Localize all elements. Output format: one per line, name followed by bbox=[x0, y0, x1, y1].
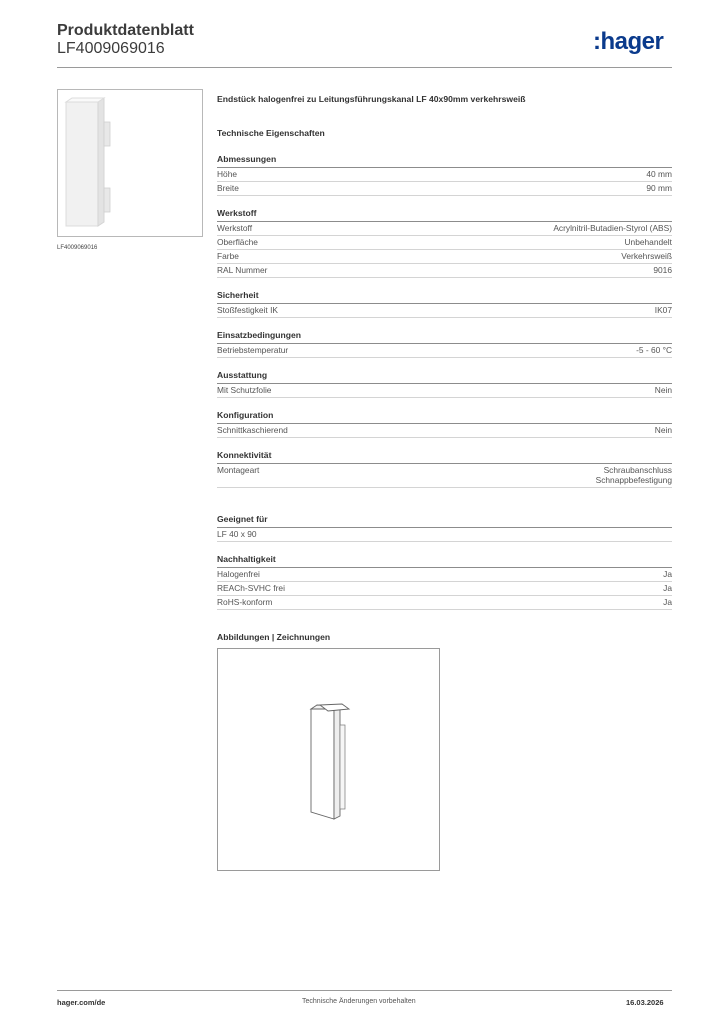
footer-website: hager.com/de bbox=[57, 998, 106, 1007]
spec-label: Werkstoff bbox=[217, 223, 253, 233]
spec-row bbox=[217, 582, 672, 596]
spec-value-line: Nein bbox=[654, 425, 672, 435]
article-number: LF4009069016 bbox=[57, 40, 165, 57]
spec-label: Betriebstemperatur bbox=[217, 345, 289, 355]
spec-value-line: 90 mm bbox=[646, 183, 672, 193]
spec-value-line: Verkehrsweiß bbox=[621, 251, 672, 261]
spec-row bbox=[217, 568, 672, 582]
spec-value-line: 9016 bbox=[653, 265, 672, 275]
section-title: Geeignet für bbox=[217, 514, 672, 528]
spec-row bbox=[217, 344, 672, 358]
spec-section bbox=[217, 370, 672, 398]
section-title: Konfiguration bbox=[217, 410, 672, 424]
spec-value bbox=[655, 425, 672, 435]
spec-sections bbox=[217, 154, 672, 610]
spec-row bbox=[217, 236, 672, 250]
spec-section bbox=[217, 330, 672, 358]
spec-row bbox=[217, 264, 672, 278]
spec-label: Stoßfestigkeit IK bbox=[217, 305, 278, 315]
spec-value bbox=[653, 265, 672, 275]
spec-section bbox=[217, 208, 672, 278]
thumbnail-caption: LF4009069016 bbox=[57, 245, 98, 251]
spec-value bbox=[621, 251, 672, 261]
spec-value-line: -5 - 60 °C bbox=[636, 345, 672, 355]
drawing-frame bbox=[217, 648, 440, 871]
spec-value bbox=[553, 223, 672, 233]
spec-row bbox=[217, 596, 672, 610]
section-title: Sicherheit bbox=[217, 290, 672, 304]
spec-value-line: Nein bbox=[654, 385, 672, 395]
spec-row bbox=[217, 384, 672, 398]
spec-value bbox=[636, 345, 672, 355]
spec-value-line: Unbehandelt bbox=[624, 237, 672, 247]
spec-value bbox=[646, 183, 672, 193]
section-title: Ausstattung bbox=[217, 370, 672, 384]
section-title: Einsatzbedingungen bbox=[217, 330, 672, 344]
product-title: Endstück halogenfrei zu Leitungsführungskanal LF 40x90mm verkehrsweiß bbox=[217, 94, 526, 104]
spec-value-line: Ja bbox=[663, 569, 672, 579]
spec-label: RAL Nummer bbox=[217, 265, 268, 275]
end-cap-thumbnail-image bbox=[58, 90, 202, 236]
spec-label: Höhe bbox=[217, 169, 238, 179]
spec-value-line: Ja bbox=[663, 583, 672, 593]
spec-row bbox=[217, 182, 672, 196]
section-title: Abmessungen bbox=[217, 154, 672, 168]
spec-row bbox=[217, 464, 672, 488]
section-title: Nachhaltigkeit bbox=[217, 554, 672, 568]
spec-value bbox=[596, 465, 672, 485]
spec-section bbox=[217, 410, 672, 438]
spec-value-line: Schraubanschluss bbox=[603, 465, 672, 475]
footer-notice: Technische Änderungen vorbehalten bbox=[302, 998, 416, 1005]
spec-label: Schnittkaschierend bbox=[217, 425, 288, 435]
spec-section bbox=[217, 290, 672, 318]
section-spacer bbox=[217, 488, 672, 502]
spec-label: LF 40 x 90 bbox=[217, 529, 257, 539]
page-title: Produktdatenblatt bbox=[57, 22, 194, 39]
spec-section bbox=[217, 554, 672, 610]
spec-value bbox=[655, 385, 672, 395]
section-title: Werkstoff bbox=[217, 208, 672, 222]
spec-value-line: Ja bbox=[663, 597, 672, 607]
spec-value bbox=[655, 305, 672, 315]
spec-value bbox=[646, 169, 672, 179]
section-title: Konnektivität bbox=[217, 450, 672, 464]
spec-value-line: Acrylnitril-Butadien-Styrol (ABS) bbox=[553, 223, 672, 233]
spec-value-line: Schnappbefestigung bbox=[595, 475, 672, 485]
spec-label: Mit Schutzfolie bbox=[217, 385, 272, 395]
spec-label: Montageart bbox=[217, 465, 260, 475]
spec-section bbox=[217, 450, 672, 488]
spec-value-line: IK07 bbox=[654, 305, 672, 315]
spec-section bbox=[217, 514, 672, 542]
spec-row bbox=[217, 222, 672, 236]
spec-label: REACh-SVHC frei bbox=[217, 583, 285, 593]
end-cap-drawing bbox=[218, 649, 439, 870]
figures-heading: Abbildungen | Zeichnungen bbox=[217, 632, 331, 642]
footer-date: 16.03.2026 bbox=[626, 998, 664, 1007]
spec-label: Halogenfrei bbox=[217, 569, 260, 579]
header-divider bbox=[57, 67, 672, 68]
spec-row bbox=[217, 528, 672, 542]
spec-row bbox=[217, 424, 672, 438]
spec-value bbox=[663, 583, 672, 593]
spec-value-line: 40 mm bbox=[646, 169, 672, 179]
hager-logo: :hager bbox=[593, 28, 664, 55]
spec-value bbox=[625, 237, 673, 247]
spec-value bbox=[663, 569, 672, 579]
spec-row bbox=[217, 168, 672, 182]
spec-label: RoHS-konform bbox=[217, 597, 273, 607]
spec-label: Farbe bbox=[217, 251, 239, 261]
spec-section bbox=[217, 154, 672, 196]
spec-label: Breite bbox=[217, 183, 239, 193]
spec-row bbox=[217, 250, 672, 264]
tech-heading: Technische Eigenschaften bbox=[217, 128, 325, 138]
footer-divider bbox=[57, 990, 672, 991]
spec-label: Oberfläche bbox=[217, 237, 258, 247]
product-thumbnail bbox=[57, 89, 203, 237]
spec-value bbox=[663, 597, 672, 607]
spec-row bbox=[217, 304, 672, 318]
spec-content bbox=[217, 94, 672, 642]
